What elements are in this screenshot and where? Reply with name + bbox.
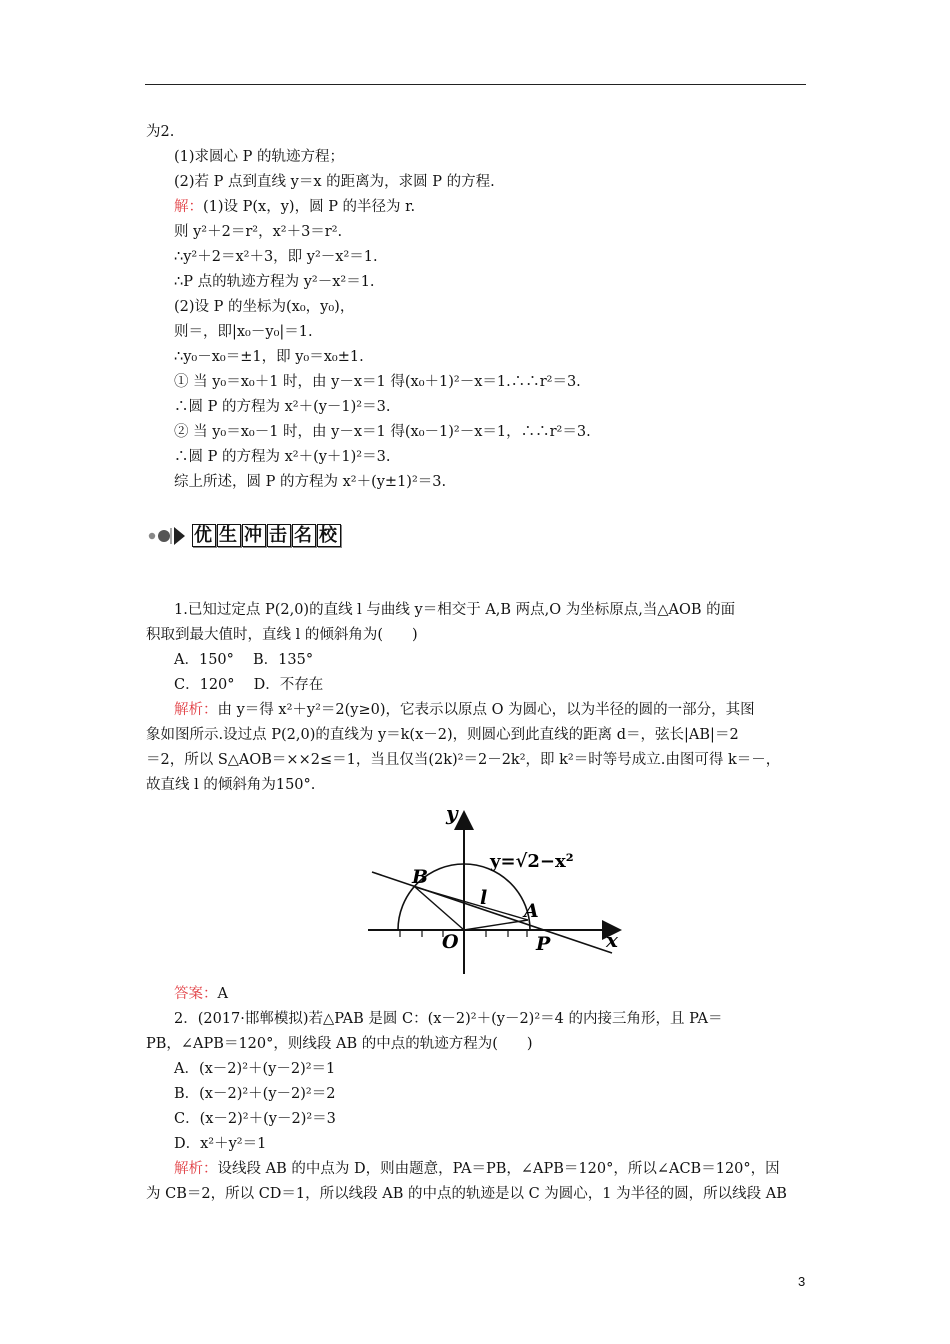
- question-2-option-d: D．x²＋y²＝1: [174, 1136, 267, 1152]
- solution-label: 解：: [174, 199, 203, 215]
- text-line: ② 当 y₀＝x₀－1 时，由 y－x＝1 得(x₀－1)²－x＝1，∴∴r²＝3.: [174, 424, 591, 440]
- text-line: (2)若 P 点到直线 y＝x 的距离为，求圆 P 的方程.: [174, 174, 495, 190]
- segment-BA: [415, 887, 528, 920]
- question-1-solution-line: 象如图所示.设过点 P(2,0)的直线为 y＝k(x－2)，则圆心到此直线的距离 d＝，弦长|AB|＝2: [146, 727, 739, 743]
- section-title-char: 击: [269, 525, 289, 546]
- question-2-option-b: B．(x－2)²＋(y－2)²＝2: [174, 1086, 336, 1102]
- label-l: l: [480, 887, 488, 909]
- text-line: ∴圆 P 的方程为 x²＋(y＋1)²＝3.: [174, 449, 391, 465]
- page-number: 3: [798, 1274, 806, 1289]
- text-line: (1)求圆心 P 的轨迹方程；: [174, 149, 345, 165]
- section-title-char: 冲: [244, 525, 264, 546]
- label-curve: y=√2−x²: [490, 851, 574, 872]
- text-line: ∴圆 P 的方程为 x²＋(y－1)²＝3.: [174, 399, 391, 415]
- text-line: ① 当 y₀＝x₀＋1 时，由 y－x＝1 得(x₀＋1)²－x＝1.∴∴r²＝3.: [174, 374, 581, 390]
- text-line: ∴y²＋2＝x²＋3，即 y²－x²＝1.: [174, 249, 378, 265]
- text-line: ∴P 点的轨迹方程为 y²－x²＝1.: [174, 274, 375, 290]
- label-A: A: [524, 900, 539, 922]
- analysis-text: 由 y＝得 x²＋y²＝2(y≥0)，它表示以原点 O 为圆心，以为半径的圆的一部分，其图: [217, 702, 755, 718]
- question-2-option-a: A．(x－2)²＋(y－2)²＝1: [174, 1061, 336, 1077]
- segment-OA: [464, 920, 528, 930]
- question-2-solution: [174, 1159, 780, 1179]
- label-x: x: [606, 928, 618, 952]
- question-1-stem: 1.已知过定点 P(2,0)的直线 l 与曲线 y＝相交于 A,B 两点,O 为坐标原点,当△AOB 的面: [174, 602, 736, 618]
- analysis-label: 解析：: [174, 702, 218, 718]
- answer-label: 答案：: [174, 986, 218, 1002]
- section-title: [192, 525, 342, 547]
- question-2-option-c: C．(x－2)²＋(y－2)²＝3: [174, 1111, 336, 1127]
- question-1-stem-cont: 积取到最大值时，直线 l 的倾斜角为( ): [146, 627, 418, 643]
- section-title-char: 校: [319, 525, 339, 546]
- question-1-solution-line: ＝2，所以 S△AOB＝××2≤＝1，当且仅当(2k)²＝2－2k²，即 k²＝时等号成立.由图可得 k＝－，: [146, 752, 781, 768]
- text-line: 则 y²＋2＝r²，x²＋3＝r².: [174, 224, 343, 240]
- section-bullet-icon: [147, 525, 191, 547]
- question-1-options-ab: A．150° B．135°: [174, 652, 314, 668]
- question-1-options-cd: C．120° D．不存在: [174, 677, 324, 693]
- text-line: (2)设 P 的坐标为(x₀，y₀)，: [174, 299, 355, 315]
- semicircle-figure: [366, 800, 626, 978]
- solution-text: (1)设 P(x，y)，圆 P 的半径为 r.: [203, 199, 416, 215]
- analysis-label: 解析：: [174, 1161, 218, 1177]
- question-2-stem: 2．(2017·邯郸模拟)若△PAB 是圆 C：(x－2)²＋(y－2)²＝4 的内接三角形，且 PA＝: [174, 1011, 723, 1027]
- label-P: P: [536, 933, 551, 955]
- section-title-char: 生: [219, 525, 239, 546]
- text-line: 综上所述，圆 P 的方程为 x²＋(y±1)²＝3.: [174, 474, 447, 490]
- question-1-solution-line: 故直线 l 的倾斜角为150°.: [146, 777, 316, 793]
- text-line: ∴y₀－x₀＝±1，即 y₀＝x₀±1.: [174, 349, 364, 365]
- text-line: 则＝，即|x₀－y₀|＝1.: [174, 324, 313, 340]
- question-1-solution: [174, 700, 755, 720]
- question-2-stem-cont: PB，∠APB＝120°，则线段 AB 的中点的轨迹方程为( ): [146, 1036, 533, 1052]
- label-y: y: [446, 801, 458, 825]
- analysis-text: 设线段 AB 的中点为 D，则由题意，PA＝PB，∠APB＝120°，所以∠ACB＝120°，因: [217, 1161, 780, 1177]
- header-rule: [145, 84, 806, 85]
- section-title-char: 优: [194, 525, 214, 546]
- section-title-char: 名: [294, 525, 314, 546]
- label-O: O: [442, 931, 459, 953]
- label-B: B: [412, 866, 429, 888]
- solution-line: [174, 197, 415, 217]
- text-line: 为2.: [146, 124, 175, 140]
- question-2-solution-line: 为 CB＝2，所以 CD＝1，所以线段 AB 的中点的轨迹是以 C 为圆心，1 为半径的圆，所以线段 AB: [146, 1186, 787, 1202]
- question-1-answer: [174, 984, 228, 1004]
- line-l: [372, 872, 612, 953]
- answer-value: A: [217, 986, 228, 1002]
